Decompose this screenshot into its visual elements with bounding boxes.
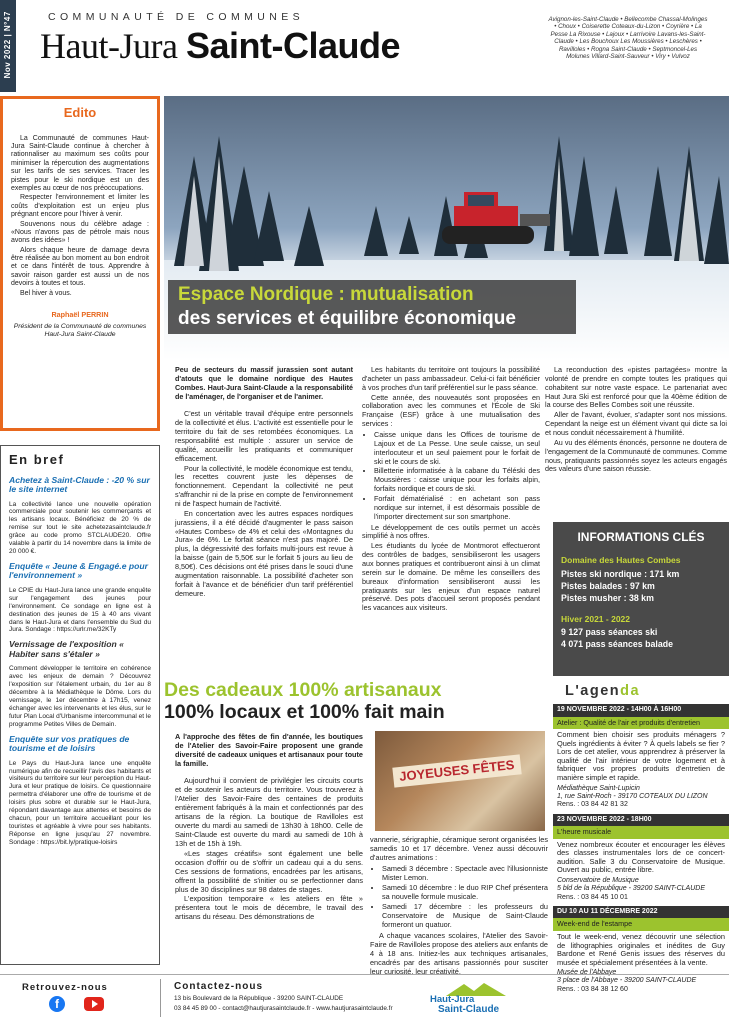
en-bref-t2: Le CPIE du Haut-Jura lance une grande enquête sur l'engagement des jeunes pour l'environnement. Ce sondage en ligne est à destination des jeunes de 15 à 40 ans vivant dans le Haut-Jura et dans l'ensemble du Sud du Jura. Sondage : https://urlr.me/32KTy xyxy=(9,586,151,634)
edito-signature xyxy=(11,311,149,339)
nordic-lead xyxy=(175,366,353,401)
agenda-event-text: Venez nombreux écouter et encourager les élèves des classes instrumentales lors de ce concert-audition. Salle 3 du Conservatoire de Musique. Ouvert au public, entrée libre. xyxy=(557,839,725,875)
gifts-lead-text: A l'approche des fêtes de fin d'année, les boutiques de l'Atelier des Savoir-Faire proposent une grande diversité de cadeaux uniques et artisanaux pour toute la famille. xyxy=(175,732,363,768)
kicker: COMMUNAUTÉ DE COMMUNES xyxy=(48,11,305,23)
agenda-event-title: Atelier : Qualité de l'air et produits d'entretien xyxy=(553,717,729,730)
nordic-col2 xyxy=(362,366,540,614)
edito-box xyxy=(0,96,160,431)
en-bref-h2: Enquête « Jeune & Engagé.e pour l'environnement » xyxy=(9,560,148,581)
agenda-title-a: L'agen xyxy=(565,683,621,699)
agenda-place: Conservatoire de Musique xyxy=(557,876,639,884)
gifts-title-line2: 100% locaux et 100% fait main xyxy=(164,701,445,724)
en-bref-h1: Achetez à Saint-Claude : -20 % sur le site internet xyxy=(9,474,150,495)
gifts-photo-sign: JOYEUSES FÊTES xyxy=(392,754,521,787)
en-bref-t1: La collectivité lance une nouvelle opération commerciale pour soutenir les commerçants et les artisans locaux. Bénéficiez de 20 % de remise sur tout le site achetezasaintclaude.fr grâce au code promo STCLAUDE20. Offre valable à partir du 14 novembre dans la limite de 20 000 €. xyxy=(9,500,151,556)
key-info-row: Pistes balades : 97 km xyxy=(561,580,655,591)
nordic-c3p1: La reconduction des «pistes partagées» montre la volonté de prendre en compte toutes les pratiques qui cohabitent sur notre vaste espace. Le partenariat avec Haut Jura Ski est renforcé pour que la 40ème édition de la course des Belles Combes soit une réussite. xyxy=(545,365,727,410)
gifts-col2 xyxy=(370,836,548,978)
gifts-bullets xyxy=(370,865,548,930)
nordic-c3p3: Au vu des éléments énoncés, personne ne doutera de l'engagement de la Communauté de communes. Comme nous, pratiquants passionnés soyez les acteurs engagés des valeurs d'une saison réussie. xyxy=(545,437,727,474)
cc-logo xyxy=(418,979,528,1017)
footer-divider xyxy=(160,979,161,1017)
agenda-event-text: Comment bien choisir ses produits ménagers ? Quels ingrédients à éviter ? À quels labels se fier ? Lors de cet atelier, vous apprendrez à préserver la qualité de l'air intérieur de votre logement et à fabriquer vos propres produits d'entretien de manière simple et rapide. xyxy=(557,730,725,782)
nordic-c1p1: C'est un véritable travail d'équipe entre personnels de la collectivité et élus. L'activité est essentielle pour le territoire du fait de ses retombées économiques. La responsabilité est multiple : assurer un service de qualité, accueillir les pratiquants et communiquer efficacement. xyxy=(175,409,353,463)
facebook-icon[interactable]: f xyxy=(49,996,65,1012)
agenda-title-b: da xyxy=(620,683,641,699)
youtube-icon[interactable] xyxy=(84,997,104,1011)
logo-line1: Haut-Jura xyxy=(430,994,475,1005)
agenda-place: Musée de l'Abbaye xyxy=(557,969,617,977)
edito-p2: Respecter l'environnement et limiter les coûts d'exploitation est un enjeu plus prégnant encore pour l'hiver à venir. xyxy=(11,194,149,219)
agenda-date: 19 NOVEMBRE 2022 - 14H00 À 16H00 xyxy=(553,704,729,716)
agenda-phone: Rens. : 03 84 45 10 01 xyxy=(557,893,628,901)
en-bref-title: En bref xyxy=(9,452,65,467)
gifts-bullet: • Samedi 17 décembre : les professeurs du Conservatoire de Musique de Saint-Claude formeront un quatuor. xyxy=(382,903,548,930)
edito-p5: Bel hiver à vous. xyxy=(20,289,72,297)
en-bref-t3: Comment développer le territoire en cohérence avec les enjeux de demain ? Découvrez l'exposition sur l'étalement urbain, du 1er au 8 décembre à la Médiathèque le Dôme. Lors du vernissage, le 1er décembre à 17h15, venez échanger avec les intervenants et les élus, sur le futur Plan Local d'Urbanisme intercommunal et le programme Petites Villes de Demain. xyxy=(9,665,151,728)
contact-address: 13 bis Boulevard de la République - 39200 SAINT-CLAUDE xyxy=(174,995,344,1002)
agenda-date: 23 NOVEMBRE 2022 - 18H00 xyxy=(553,814,729,826)
footer xyxy=(0,974,729,1020)
issue-label: Nov 2022 | N°47 xyxy=(3,11,13,79)
nordic-title-line1: Espace Nordique : mutualisation xyxy=(178,284,474,305)
key-info-h1: Domaine des Hautes Combes xyxy=(561,555,681,566)
agenda-address: 5 bld de la République - 39200 SAINT-CLAUDE xyxy=(557,885,705,893)
key-info-row: 4 071 pass séances balade xyxy=(561,639,673,650)
nordic-col3 xyxy=(545,366,727,475)
edito-sig-role: Président de la Communauté de communes Haut-Jura Saint-Claude xyxy=(13,322,147,338)
masthead-light: Haut-Jura xyxy=(40,26,186,66)
key-info-box xyxy=(553,522,729,676)
gifts-title xyxy=(164,680,544,725)
en-bref-box xyxy=(0,445,160,965)
nordic-c2p4: Les étudiants du lycée de Montmorot effectueront des contrôles de badges, sensibiliseront les usagers aux bonnes pratiques et contribueront ainsi à un climat serein sur le domaine. De même les conseillers des bureaux d'information sensibiliseront aussi les pratiquants sur les enjeux d'un espace naturel préservé. Des pots d'accueil seront proposés pendant les vacances aux visiteurs. xyxy=(362,541,540,613)
nordic-bullet: • Billetterie informatisée à la cabane du Téléski des Moussières : caisse unique pour les forfaits alpin, forfaits nordique et cours de ski. xyxy=(374,467,540,494)
agenda-address: 1, rue Saint-Roch - 39170 COTEAUX DU LIZON xyxy=(557,792,708,800)
agenda-address: 3 place de l'Abbaye - 39200 SAINT-CLAUDE xyxy=(557,977,697,985)
edito-title: Edito xyxy=(63,105,97,120)
nordic-lead-text: Peu de secteurs du massif jurassien sont autant d'atouts que le domaine nordique des Hautes Combes. Haut-Jura Saint-Claude a la responsabilité de l'aménager, de l'organiser et de l'animer. xyxy=(175,365,353,401)
gifts-p1: Aujourd'hui il convient de privilégier les circuits courts et de soutenir les acteurs du territoire. Vous trouverez à l'Atelier des Savoir-Faire des centaines de produits entièrement fabriqués à la main et confectionnés par des artisans de la région. La boutique de Ravilloles est ouverte du mardi au samedi de 13h30 à 18h00. Celle de Saint-Claude est ouverte du mardi au samedi de 10h à 13h et de 15h à 19h. xyxy=(175,775,363,848)
nordic-c1p3: En concertation avec les autres espaces nordiques jurassiens, il a été décidé d'augmenter le pass saison «Hautes Combes» de 4% et celui des «Montagnes du Jura» de 6%. Le forfait séance n'est pas majoré. De plus, la dégressivité des forfaits multi-jours est revue à la baisse (gain de 5,50€ sur le forfait 5 jours au lieu de 8,50€). Ces décisions ont été prises dans le souci d'une augmentation raisonnable. La possibilité d'acheter son forfait à l'avance et de bénéficier d'un tarif préférentiel demeure. xyxy=(175,508,353,598)
contact-line[interactable]: 03 84 45 89 00 - contact@hautjurasaintclaude.fr - www.hautjurasaintclaude.fr xyxy=(174,1005,393,1012)
key-info-row: Pistes musher : 38 km xyxy=(561,593,654,604)
gifts-bullet: • Samedi 3 décembre : Spectacle avec l'illusionniste Mister Lemon. xyxy=(382,865,548,883)
nordic-title-line2: des services et équilibre économique xyxy=(178,307,516,329)
gifts-col1 xyxy=(175,733,363,923)
key-info-h2: Hiver 2021 - 2022 xyxy=(561,613,630,624)
nordic-c3p2: Aller de l'avant, évoluer, s'adapter sont nos missions. Cependant la neige est un élément vivant qui dicte sa loi et nous conduit nécessairement à l'humilité. xyxy=(545,410,727,438)
agenda-date: DU 10 AU 11 DÉCEMBRE 2022 xyxy=(553,906,729,918)
edito-p1: La Communauté de communes Haut-Jura Saint-Claude continue à chercher à rationnaliser au maximum ses coûts pour minimiser la répercution des augmentations sur les tarifs de ses services. Tracer les pistes pour le ski nordique est un des exemples au cœur de nos préoccupations. xyxy=(11,134,149,192)
en-bref-h3: Vernissage de l'exposition « Habiter sans s'étaler » xyxy=(9,639,124,659)
nordic-c2p1: Les habitants du territoire ont toujours la possibilité d'acheter un pass ambassadeur. Celui-ci fait bénéficier à vos proches d'un tarif préférentiel sur le pass séance. xyxy=(362,365,540,392)
nordic-bullet: • Caisse unique dans les Offices de tourisme de Lajoux et de La Pesse. Une seule caisse, un seul interlocuteur et un seul paiement pour le forfait de ski et le cours de ski. xyxy=(374,431,540,466)
issue-tab xyxy=(0,0,16,92)
agenda xyxy=(553,683,729,996)
agenda-phone: Rens. : 03 84 38 12 60 xyxy=(557,985,628,993)
follow-us-label: Retrouvez-nous xyxy=(22,982,108,993)
nordic-col1 xyxy=(175,366,353,599)
en-bref-t4: Le Pays du Haut-Jura lance une enquête numérique afin de recueillir l'avis des habitants et visiteurs du territoire sur leur perception du Haut-Jura et leur pratique de loisirs. Ce questionnaire permettra d'élaborer une offre de tourisme et de loisirs plus sobre et durable sur le Haut-Jura, répondant davantage aux attentes et besoins de chacun, pour un territoire accueillant pour les touristes et agréable à vivre pour ses habitants. Réponse en ligne jusqu'au 27 novembre. Sondage : https://bit.ly/pratique-loisirs xyxy=(9,759,151,846)
gifts-p4: vannerie, sérigraphie, céramique seront organisées les samedis 10 et 17 décembre. Venez aussi découvrir d'autres animations : xyxy=(370,835,548,862)
agenda-event-title: L'heure musicale xyxy=(553,826,729,839)
agenda-phone: Rens. : 03 84 42 81 32 xyxy=(557,801,628,809)
gifts-bullet: • Samedi 10 décembre : le duo RIP Chef présentera sa nouvelle formule musicale. xyxy=(382,884,548,902)
nordic-c1p2: Pour la collectivité, le modèle économique est tendu, les recettes couvrent juste les dépenses de fonctionnement. Cependant la collectivité ne peut s'affranchir ni de la prise en compte de l'environnement ni de l'aspect humain de l'activité. xyxy=(175,463,353,509)
nordic-bullets xyxy=(362,431,540,522)
key-info-row: 9 127 pass séances ski xyxy=(561,626,658,637)
en-bref-h4: Enquête sur vos pratiques de tourisme et de loisirs xyxy=(9,733,130,754)
agenda-event-title: Week-end de l'estampe xyxy=(553,918,729,931)
agenda-place: Médiathèque Saint-Lupicin xyxy=(557,784,640,792)
masthead-bold: Saint-Claude xyxy=(185,25,400,66)
gifts-p5: A chaque vacances scolaires, l'Atelier des Savoir-Faire de Ravilloles propose des ateliers aux enfants de 4 à 18 ans. Initiez-les aux techniques artisanales, encadrés par des artisans passionnés pour susciter leur curiosité, leur créativité. xyxy=(370,930,548,976)
gifts-photo xyxy=(375,731,545,831)
agenda-title xyxy=(553,683,729,700)
nordic-c2p3: Le développement de ces outils permet un accès simplifié à nos offres. xyxy=(362,522,540,541)
gifts-title-line1: Des cadeaux 100% artisanaux xyxy=(164,679,442,701)
contact-label: Contactez-nous xyxy=(174,981,263,992)
nordic-c2p2: Cette année, des nouveautés sont proposées en collaboration avec les communes et l'École de Ski Française (ESF) grâce à une mutualisation des services : xyxy=(362,392,540,429)
edito-p3: Souvenons nous du célèbre adage : «Nous n'avons pas de pétrole mais nous avons des idées» ! xyxy=(11,220,149,245)
edito-sig-name: Raphaël PERRIN xyxy=(51,310,109,320)
gifts-p3: L'exposition temporaire « les ateliers en fête » présentera tout le mois de décembre, le travail des artisans du réseau. Des démonstrations de xyxy=(175,894,363,922)
nordic-bullet: • Forfait dématérialisé : en achetant son pass nordique sur internet, il est désormais possible de l'importer directement sur son smartphone. xyxy=(374,495,540,522)
nordic-title-box xyxy=(168,280,576,334)
logo-line2: Saint-Claude xyxy=(438,1004,500,1015)
agenda-event-text: Tout le week-end, venez découvrir une sélection de lithographies originales et inédites de Guy Bardone et René Genis issues des réserves du musée et spécialement présentées à la vente. xyxy=(557,931,725,967)
key-info-row: Pistes ski nordique : 171 km xyxy=(561,568,680,579)
key-info-title: INFORMATIONS CLÉS xyxy=(577,530,705,544)
gifts-p2: «Les stages créatifs» sont également une belle occasion d'offrir ou de s'offrir un cadeau qui a du sens. Ces sessions de formations, encadrées par les artisans, offrent la possibilité de s'initier ou se perfectionner dans plus de 30 disciplines sur 98 dates de stages. xyxy=(175,848,363,894)
masthead xyxy=(40,25,400,66)
edito-p4: Alors chaque heure de damage devra être réalisée au bon moment au bon endroit et ce dans l'intérêt de tous. Apprendre à savoir raison garder est aussi un de nos devoirs à toutes et tous. xyxy=(11,246,149,288)
gifts-lead xyxy=(175,733,363,769)
communes-list: Avignon-les-Saint-Claude • Bellecombe Chassal-Molinges • Choux • Coiserette Coteaux-du-Lizon • Coyrière • La Pesse La Rixouse • Lajoux • Larrivoire Lavans-les-Saint-Claude • Les Bouchoux Les Moussières • Leschères • Ravilloles • Rogna Saint-Claude • Septmoncel-Les Molunes Villard-Saint-Sauveur • Viry • Vulvoz xyxy=(548,16,708,61)
